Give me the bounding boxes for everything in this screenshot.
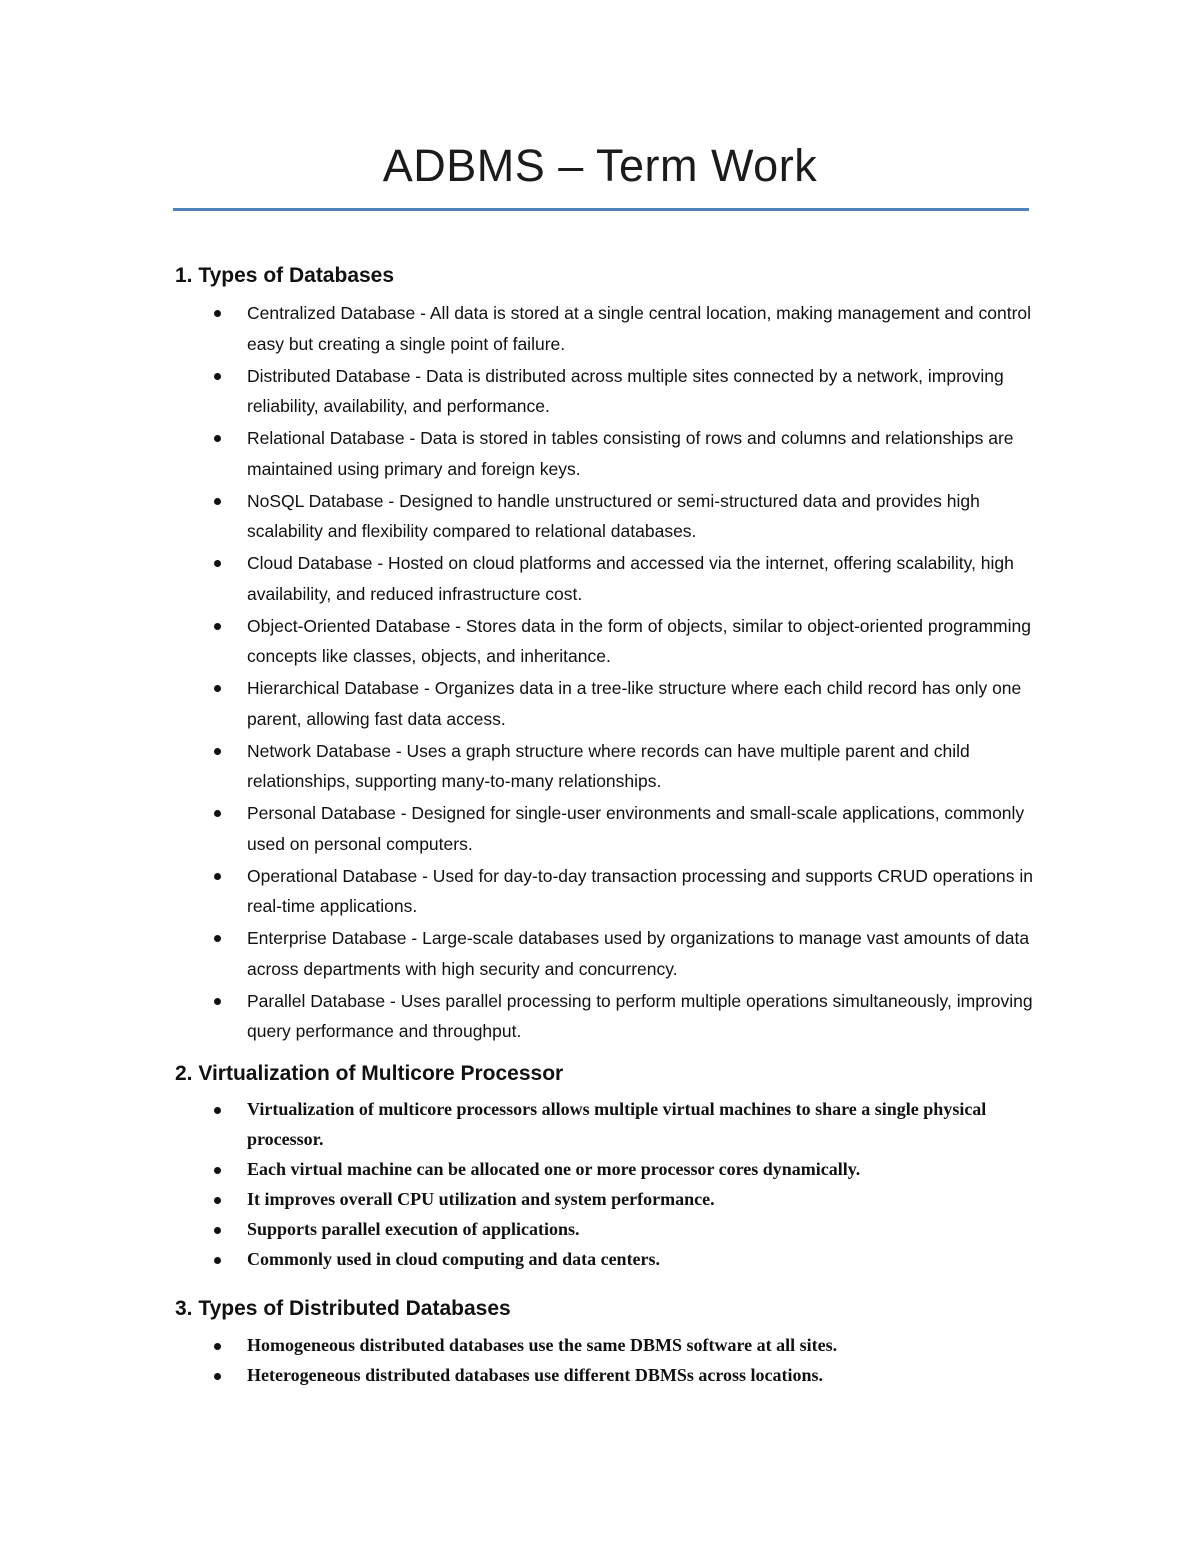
- list-item: [175, 611, 1035, 672]
- document-title: ADBMS – Term Work: [382, 140, 818, 191]
- section-heading-distributed-databases: 3. Types of Distributed Databases: [175, 1297, 511, 1320]
- list-item-text: Operational Database - Used for day-to-day transaction processing and supports CRUD operations in real-time applications.: [247, 865, 1033, 916]
- bullet-icon: [214, 810, 221, 817]
- bullet-icon: [214, 310, 221, 317]
- title-underline: [173, 208, 1029, 211]
- bullet-icon: [214, 935, 221, 942]
- bullet-icon: [214, 435, 221, 442]
- list-item: [175, 673, 1035, 734]
- list-item-text: Heterogeneous distributed databases use different DBMSs across locations.: [247, 1365, 823, 1386]
- list-item-text: Hierarchical Database - Organizes data in a tree-like structure where each child record has only one parent, allowing fast data access.: [247, 678, 1022, 729]
- section-heading-virtualization: 2. Virtualization of Multicore Processor: [175, 1062, 564, 1085]
- list-item: [175, 1361, 1035, 1391]
- list-item-text: It improves overall CPU utilization and system performance.: [247, 1188, 715, 1209]
- list-item-text: Commonly used in cloud computing and data centers.: [247, 1248, 661, 1269]
- list-item: [175, 986, 1035, 1047]
- bullet-icon: [214, 1343, 221, 1350]
- list-item-text: Personal Database - Designed for single-user environments and small-scale applications, commonly used on personal computers.: [247, 803, 1025, 854]
- list-item-text: Each virtual machine can be allocated one or more processor cores dynamically.: [247, 1158, 861, 1179]
- list-distributed-databases: [175, 1331, 1035, 1391]
- list-item: [175, 1185, 1035, 1215]
- bullet-icon: [214, 1227, 221, 1234]
- list-item: [175, 1215, 1035, 1245]
- list-item: [175, 486, 1035, 547]
- list-types-of-databases: [175, 298, 1035, 1048]
- bullet-icon: [214, 1107, 221, 1114]
- bullet-icon: [214, 623, 221, 630]
- list-item: [175, 861, 1035, 922]
- bullet-icon: [214, 1167, 221, 1174]
- bullet-icon: [214, 498, 221, 505]
- section-heading-types-of-databases: 1. Types of Databases: [175, 264, 395, 287]
- bullet-icon: [214, 373, 221, 380]
- bullet-icon: [214, 560, 221, 567]
- list-item-text: Network Database - Uses a graph structure where records can have multiple parent and child relationships, supporting many-to-many relationships.: [247, 740, 970, 791]
- list-item-text: Virtualization of multicore processors allows multiple virtual machines to share a single physical processor.: [247, 1099, 987, 1149]
- list-item-text: Cloud Database - Hosted on cloud platforms and accessed via the internet, offering scalability, high availability, and reduced infrastructure cost.: [247, 553, 1014, 604]
- list-item-text: Relational Database - Data is stored in tables consisting of rows and columns and relationships are maintained using primary and foreign keys.: [247, 428, 1014, 479]
- list-item-text: Enterprise Database - Large-scale databases used by organizations to manage vast amounts of data across departments with high security and concurrency.: [247, 928, 1030, 979]
- list-item: [175, 361, 1035, 422]
- list-item-text: Supports parallel execution of applications.: [247, 1218, 580, 1239]
- list-item: [175, 423, 1035, 484]
- bullet-icon: [214, 873, 221, 880]
- bullet-icon: [214, 1257, 221, 1264]
- bullet-icon: [214, 1373, 221, 1380]
- list-item: [175, 1095, 1035, 1154]
- list-item-text: Homogeneous distributed databases use the same DBMS software at all sites.: [247, 1335, 838, 1355]
- list-item: [175, 298, 1035, 359]
- list-item: [175, 548, 1035, 609]
- list-item: [175, 1245, 1035, 1275]
- list-item: [175, 1331, 1035, 1361]
- list-item-text: Distributed Database - Data is distributed across multiple sites connected by a network, improving reliability, availability, and performance.: [247, 365, 1004, 416]
- bullet-icon: [214, 998, 221, 1005]
- list-virtualization: [175, 1095, 1035, 1275]
- list-item: [175, 1155, 1035, 1185]
- list-item-text: NoSQL Database - Designed to handle unstructured or semi-structured data and provides high scalability and flexibility compared to relational databases.: [247, 490, 980, 541]
- list-item-text: Parallel Database - Uses parallel processing to perform multiple operations simultaneously, improving query performance and throughput.: [247, 990, 1033, 1041]
- list-item-text: Object-Oriented Database - Stores data in the form of objects, similar to object-oriented programming concepts like classes, objects, and inheritance.: [247, 615, 1031, 666]
- list-item-text: Centralized Database - All data is stored at a single central location, making management and control easy but creating a single point of failure.: [247, 303, 1032, 354]
- bullet-icon: [214, 748, 221, 755]
- list-item: [175, 736, 1035, 797]
- list-item: [175, 923, 1035, 984]
- bullet-icon: [214, 685, 221, 692]
- list-item: [175, 798, 1035, 859]
- bullet-icon: [214, 1197, 221, 1204]
